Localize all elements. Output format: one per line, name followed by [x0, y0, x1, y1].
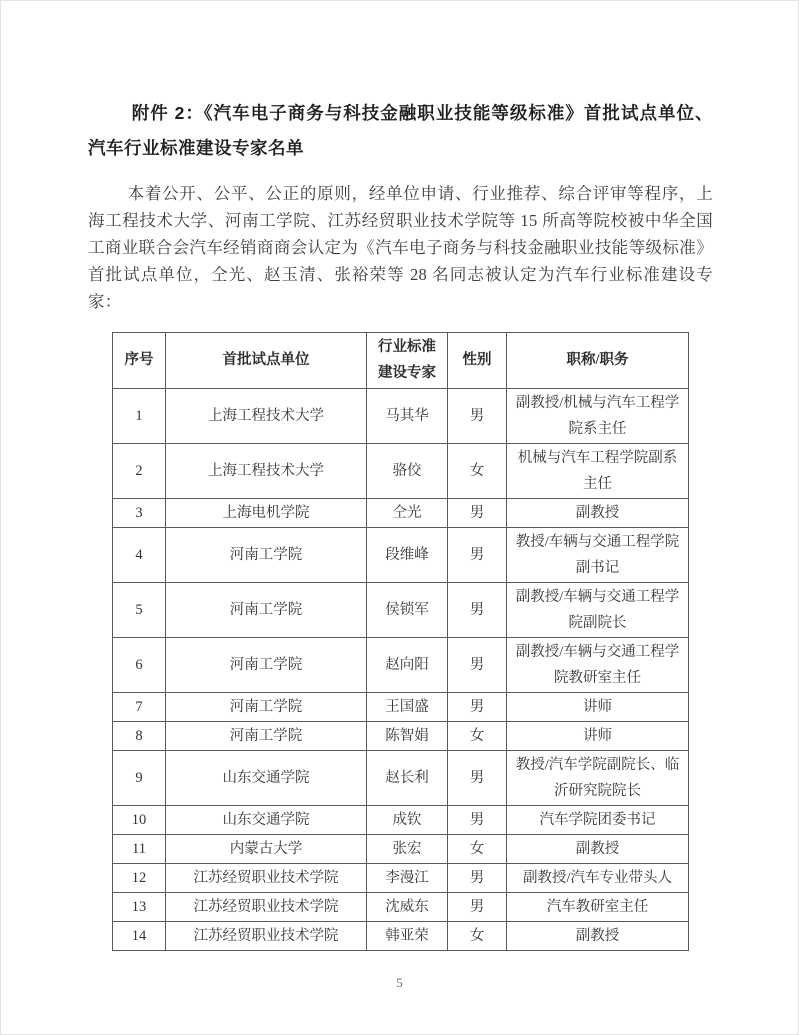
cell-gender: 女: [448, 921, 507, 950]
cell-unit: 河南工学院: [166, 527, 367, 582]
cell-title: 教授/车辆与交通工程学院副书记: [507, 527, 689, 582]
cell-title: 副教授: [507, 834, 689, 863]
cell-title: 汽车教研室主任: [507, 892, 689, 921]
cell-no: 12: [113, 863, 166, 892]
cell-no: 11: [113, 834, 166, 863]
cell-expert: 韩亚荣: [367, 921, 448, 950]
cell-title: 教授/汽车学院副院长、临沂研究院院长: [507, 750, 689, 805]
cell-gender: 男: [448, 863, 507, 892]
cell-unit: 江苏经贸职业技术学院: [166, 921, 367, 950]
cell-gender: 男: [448, 388, 507, 443]
cell-no: 10: [113, 805, 166, 834]
cell-title: 副教授/汽车专业带头人: [507, 863, 689, 892]
cell-no: 14: [113, 921, 166, 950]
cell-unit: 河南工学院: [166, 582, 367, 637]
header-cell-unit: 首批试点单位: [166, 332, 367, 388]
cell-expert: 沈威东: [367, 892, 448, 921]
cell-no: 2: [113, 443, 166, 498]
cell-expert: 陈智娟: [367, 721, 448, 750]
cell-no: 8: [113, 721, 166, 750]
cell-gender: 男: [448, 498, 507, 527]
table-row: [113, 637, 689, 692]
cell-no: 6: [113, 637, 166, 692]
cell-gender: 男: [448, 692, 507, 721]
cell-title: 副教授/车辆与交通工程学院教研室主任: [507, 637, 689, 692]
table-row: [113, 805, 689, 834]
cell-unit: 上海工程技术大学: [166, 388, 367, 443]
cell-gender: 男: [448, 582, 507, 637]
cell-no: 13: [113, 892, 166, 921]
cell-gender: 男: [448, 892, 507, 921]
table-row: [113, 388, 689, 443]
header-cell-expert: 行业标准建设专家: [367, 332, 448, 388]
cell-expert: 赵长利: [367, 750, 448, 805]
cell-gender: 女: [448, 721, 507, 750]
cell-unit: 内蒙古大学: [166, 834, 367, 863]
cell-title: 副教授: [507, 921, 689, 950]
table-row: [113, 834, 689, 863]
table-row: [113, 750, 689, 805]
cell-no: 1: [113, 388, 166, 443]
cell-gender: 男: [448, 637, 507, 692]
cell-gender: 男: [448, 527, 507, 582]
experts-table-header: [113, 332, 689, 388]
cell-expert: 段维峰: [367, 527, 448, 582]
cell-title: 汽车学院团委书记: [507, 805, 689, 834]
page-number: 5: [396, 975, 403, 990]
cell-unit: 山东交通学院: [166, 805, 367, 834]
cell-expert: 成钦: [367, 805, 448, 834]
table-row: [113, 498, 689, 527]
cell-no: 9: [113, 750, 166, 805]
attachment-title: 附件 2：《汽车电子商务与科技金融职业技能等级标准》首批试点单位、汽车行业标准建设专家名单: [88, 103, 713, 158]
cell-expert: 张宏: [367, 834, 448, 863]
experts-table: [112, 332, 689, 951]
table-row: [113, 692, 689, 721]
cell-unit: 河南工学院: [166, 721, 367, 750]
cell-no: 3: [113, 498, 166, 527]
cell-expert: 李漫江: [367, 863, 448, 892]
cell-title: 讲师: [507, 721, 689, 750]
cell-gender: 男: [448, 750, 507, 805]
cell-expert: 王国盛: [367, 692, 448, 721]
table-row: [113, 721, 689, 750]
header-cell-no: 序号: [113, 332, 166, 388]
cell-unit: 江苏经贸职业技术学院: [166, 863, 367, 892]
cell-no: 7: [113, 692, 166, 721]
table-row: [113, 443, 689, 498]
cell-no: 4: [113, 527, 166, 582]
cell-unit: 河南工学院: [166, 692, 367, 721]
page-content: [88, 0, 713, 951]
cell-unit: 上海电机学院: [166, 498, 367, 527]
cell-expert: 赵向阳: [367, 637, 448, 692]
table-row: [113, 892, 689, 921]
cell-title: 讲师: [507, 692, 689, 721]
table-row: [113, 921, 689, 950]
cell-unit: 山东交通学院: [166, 750, 367, 805]
header-cell-gender: 性别: [448, 332, 507, 388]
cell-expert: 侯锁军: [367, 582, 448, 637]
table-row: [113, 527, 689, 582]
cell-unit: 上海工程技术大学: [166, 443, 367, 498]
cell-gender: 女: [448, 834, 507, 863]
cell-title: 副教授/车辆与交通工程学院副院长: [507, 582, 689, 637]
experts-table-body: [113, 388, 689, 950]
cell-unit: 河南工学院: [166, 637, 367, 692]
cell-unit: 江苏经贸职业技术学院: [166, 892, 367, 921]
cell-expert: 仝光: [367, 498, 448, 527]
cell-title: 机械与汽车工程学院副系主任: [507, 443, 689, 498]
table-row: [113, 863, 689, 892]
cell-title: 副教授: [507, 498, 689, 527]
table-row: [113, 582, 689, 637]
cell-title: 副教授/机械与汽车工程学院系主任: [507, 388, 689, 443]
cell-gender: 女: [448, 443, 507, 498]
cell-expert: 马其华: [367, 388, 448, 443]
cell-expert: 骆佼: [367, 443, 448, 498]
header-cell-title: 职称/职务: [507, 332, 689, 388]
cell-gender: 男: [448, 805, 507, 834]
intro-paragraph: 本着公开、公平、公正的原则，经单位申请、行业推荐、综合评审等程序，上海工程技术大学、河南工学院、江苏经贸职业技术学院等 15 所高等院校被中华全国工商业联合会汽车经销商商会认定为《汽车电子商务与科技金融职业技能等级标准》首批试点单位，仝光、赵玉清、张裕荣等 28 名同志被认定为汽车行业标准建设专家：: [88, 184, 713, 311]
header-row: [113, 332, 689, 388]
cell-no: 5: [113, 582, 166, 637]
